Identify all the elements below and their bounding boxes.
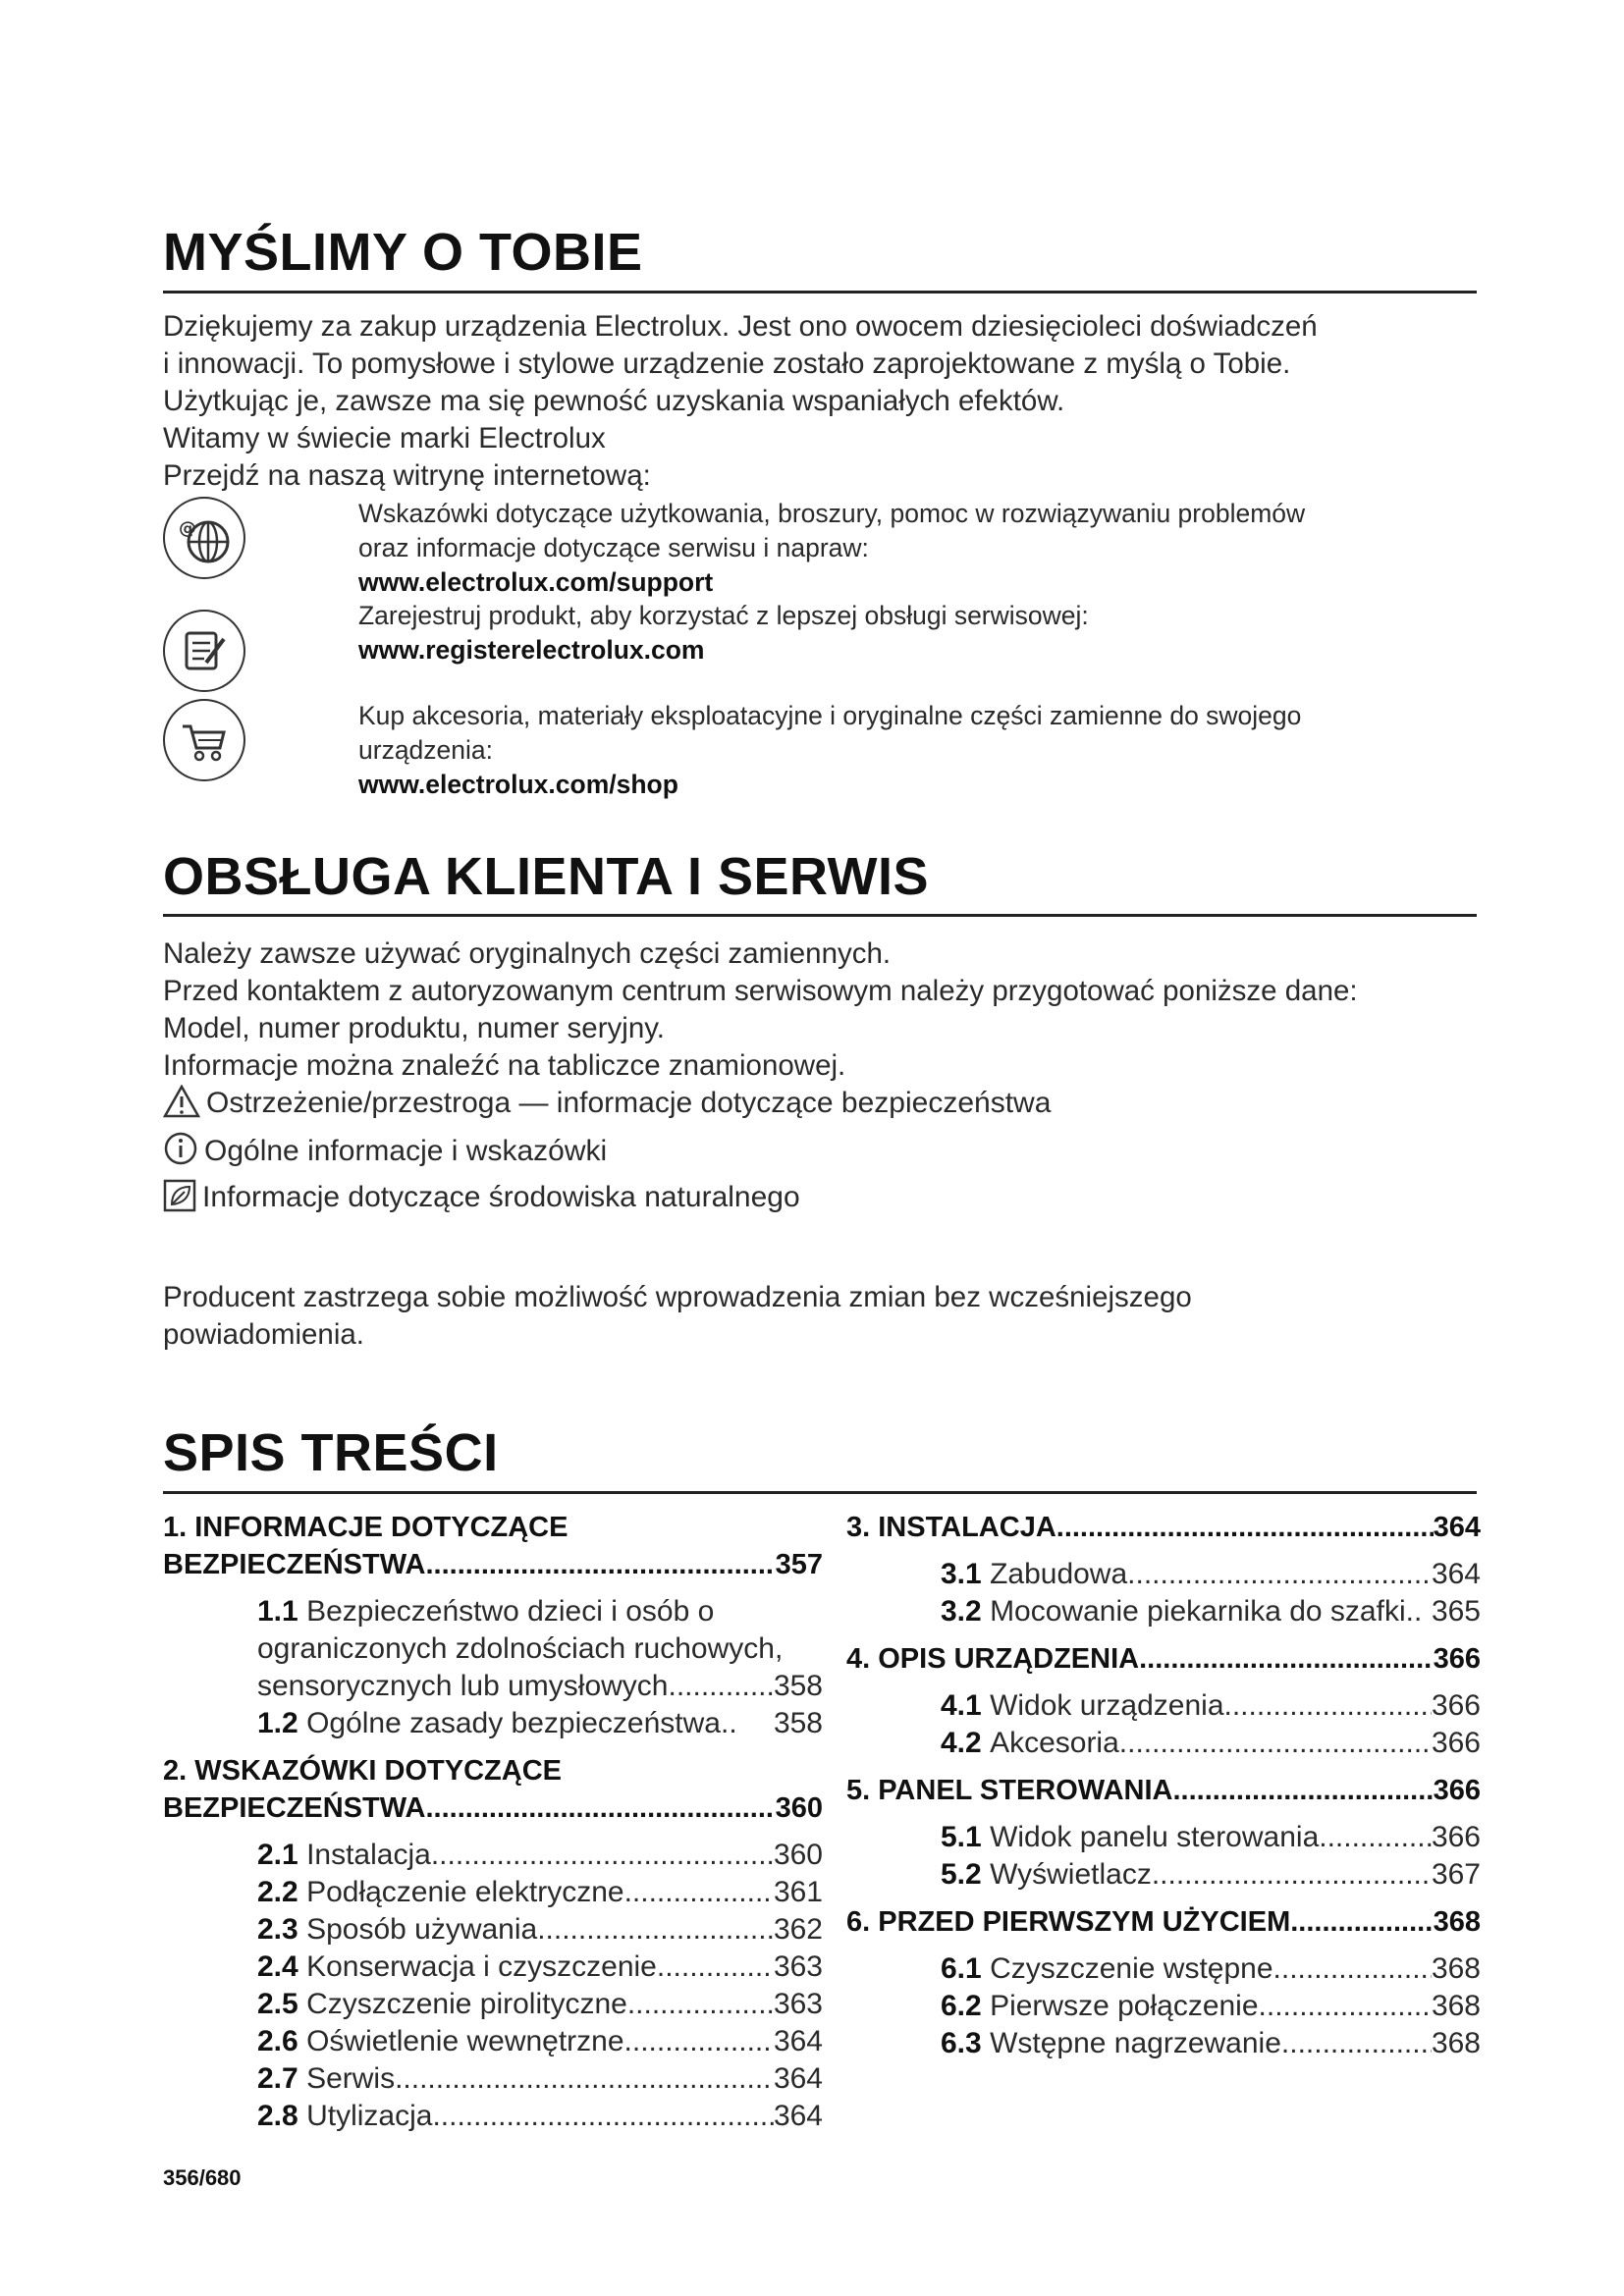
toc-chapter-1[interactable] [163,1509,823,1583]
intro-line: Użytkując je, zawsze ma się pewność uzyskania wspaniałych efektów. [163,385,1065,417]
legend-text: Ostrzeżenie/przestroga — informacje dotyczące bezpieczeństwa [206,1087,1052,1119]
web-item-text: urządzenia: [358,735,494,765]
toc-entry[interactable] [941,1593,1481,1630]
toc-entry-text: Podłączenie elektryczne [306,1876,624,1908]
toc-entry-number: 2.6 [257,2025,298,2057]
intro-line: i innowacji. To pomysłowe i stylowe urządzenie zostało zaprojektowane z myślą o Tobie. [163,347,1291,380]
toc-entry[interactable] [941,2025,1481,2062]
toc-chapter-5-subs [846,1819,1481,1894]
toc-leader [1224,1687,1432,1725]
toc-page-number: 366 [1433,1775,1481,1806]
toc-leader [1319,1819,1432,1856]
toc-entry[interactable] [941,1988,1481,2025]
toc-entry[interactable] [941,1687,1481,1725]
toc-entry-text: Bezpieczeństwo dzieci i osób o [306,1595,715,1628]
intro-line: Witamy w świecie marki Electrolux [163,422,606,454]
toc-entry[interactable] [257,1949,823,1986]
intro-line: Przejdź na naszą witrynę internetową: [163,459,651,492]
toc-leader [425,1789,775,1827]
toc-page-number: 364 [773,2062,823,2095]
toc-entry-number: 2.1 [257,1839,298,1871]
toc-leader [431,1837,774,1874]
toc-entry-number: 2.4 [257,1950,298,1983]
toc-chapter-title: BEZPIECZEŃSTWA [163,1549,426,1580]
section-rule [163,291,1477,294]
info-icon [163,1131,198,1166]
toc-page-number: 363 [773,1950,823,1983]
toc-leader [432,2098,774,2135]
toc-page-number: 368 [1431,2027,1481,2059]
toc-page-number: 368 [1431,1990,1481,2022]
toc-page-number: 366 [1431,1727,1481,1759]
toc-page-number: 363 [773,1988,823,2020]
toc-entry-number: 1.1 [257,1595,298,1628]
toc-entry-text: Oświetlenie wewnętrzne [306,2025,624,2057]
disclaimer-line: Producent zastrzega sobie możliwość wprowadzenia zmian bez wcześniejszego [163,1281,1192,1313]
toc-entry-text: Ogólne zasady bezpieczeństwa.. [306,1707,737,1739]
shop-link[interactable]: www.electrolux.com/shop [358,770,678,799]
web-item-support [358,497,1305,600]
toc-leader [1172,1772,1433,1809]
section-rule [163,1491,1477,1494]
toc-entry-number: 4.2 [941,1727,982,1759]
toc-entry[interactable] [257,2060,823,2098]
toc-leader [1281,2025,1432,2062]
page-number: 356/680 [163,2165,242,2190]
toc-entry-number: 2.8 [257,2100,298,2132]
toc-entry-number: 6.1 [941,1952,982,1985]
toc-entry-text: Sposób używania [306,1913,538,1946]
toc-entry-number: 2.3 [257,1913,298,1946]
disclaimer-paragraph [163,1279,1192,1354]
intro-line: Dziękujemy za zakup urządzenia Electrolux. Jest ono owocem dziesięcioleci doświadczeń [163,310,1318,343]
toc-chapter-4[interactable] [846,1640,1481,1678]
toc-entry-text: Utylizacja [306,2100,433,2132]
section-title-myslimy-o-tobie: MYŚLIMY O TOBIE [163,223,643,282]
service-line: Informacje można znaleźć na tabliczce znamionowej. [163,1049,846,1082]
toc-chapter-title: 1. INFORMACJE DOTYCZĄCE [163,1512,568,1543]
toc-entry-number: 3.1 [941,1558,982,1590]
toc-entry-text: Instalacja [306,1839,431,1871]
toc-entry-text: Czyszczenie wstępne [990,1952,1273,1985]
toc-entry[interactable] [257,1911,823,1949]
toc-entry-text: Zabudowa [990,1558,1128,1590]
toc-entry-text: Czyszczenie pirolityczne [306,1988,627,2020]
toc-page-number: 358 [773,1707,823,1739]
web-item-text: oraz informacje dotyczące serwisu i napraw: [358,533,869,562]
intro-paragraph [163,308,1318,495]
toc-entry-number: 4.1 [941,1689,982,1722]
toc-entry[interactable] [941,1556,1481,1593]
toc-leader [1152,1856,1432,1894]
toc-entry-text: Wyświetlacz [990,1858,1152,1891]
toc-entry-text: Widok urządzenia [990,1689,1224,1722]
toc-leader [624,1874,774,1911]
toc-page-number: 365 [1431,1595,1481,1628]
legend-warning [163,1084,1051,1123]
service-line: Model, numer produktu, numer seryjny. [163,1012,666,1044]
toc-entry-text: Akcesoria [990,1727,1119,1759]
legend-info [163,1131,607,1171]
toc-chapter-title: 5. PANEL STEROWANIA [846,1775,1173,1806]
toc-entry-number: 2.5 [257,1988,298,2020]
disclaimer-line: powiadomienia. [163,1318,364,1351]
toc-leader [657,1949,774,1986]
toc-entry[interactable] [257,1874,823,1911]
toc-entry-text: Wstępne nagrzewanie [990,2027,1281,2059]
toc-page-number: 366 [1433,1643,1481,1675]
legend-environment [163,1178,800,1217]
toc-chapter-row [163,1546,823,1583]
toc-leader [395,2060,774,2098]
support-link[interactable]: www.electrolux.com/support [358,567,714,597]
toc-chapter-row [163,1789,823,1827]
toc-chapter-1-subs [163,1593,823,1742]
toc-entry-text: sensorycznych lub umysłowych [257,1670,669,1702]
toc-chapter-3-subs [846,1556,1481,1630]
toc-entry-number: 5.1 [941,1821,982,1853]
legend-text: Informacje dotyczące środowiska naturalnego [202,1181,800,1213]
toc-page-number: 364 [773,2100,823,2132]
toc-page-number: 364 [1433,1512,1481,1543]
web-item-text: Kup akcesoria, materiały eksploatacyjne i oryginalne części zamienne do swojego [358,701,1302,730]
svg-text:@: @ [179,518,196,539]
toc-leader [669,1668,774,1705]
toc-chapter-title: 3. INSTALACJA [846,1512,1056,1543]
toc-entry-number: 3.2 [941,1595,982,1628]
toc-chapter-6-subs [846,1950,1481,2062]
toc-entry[interactable] [257,2098,823,2135]
toc-page-number: 357 [775,1549,823,1580]
toc-leader [1290,1903,1433,1941]
toc-chapter-6[interactable] [846,1903,1481,1941]
web-item-text: Zarejestruj produkt, aby korzystać z lepszej obsługi serwisowej: [358,601,1089,630]
toc-page-number: 366 [1431,1821,1481,1853]
toc-page-number: 368 [1433,1906,1481,1938]
toc-leader [1127,1556,1432,1593]
section-title-obsluga-klienta: OBSŁUGA KLIENTA I SERWIS [163,847,930,906]
toc-entry[interactable] [941,1950,1481,1988]
toc-leader [627,1986,774,2023]
register-link[interactable]: www.registerelectrolux.com [358,635,705,665]
service-paragraph [163,935,1358,1085]
web-item-shop [358,699,1301,802]
toc-chapter-5[interactable] [846,1772,1481,1809]
leaf-icon [163,1179,196,1212]
toc-entry-text: Mocowanie piekarnika do szafki.. [990,1595,1423,1628]
globe-icon [163,497,245,579]
toc-page-number: 364 [773,2025,823,2057]
toc-chapter-title: BEZPIECZEŃSTWA [163,1792,426,1824]
toc-page-number: 361 [773,1876,823,1908]
toc-entry-number: 5.2 [941,1858,982,1891]
toc-entry[interactable] [257,1986,823,2023]
toc-left-column [163,1509,823,2135]
toc-leader [1273,1950,1432,1988]
toc-entry-number: 6.2 [941,1990,982,2022]
toc-entry[interactable] [941,1819,1481,1856]
toc-chapter-2[interactable] [163,1752,823,1827]
toc-chapter-title: 6. PRZED PIERWSZYM UŻYCIEM [846,1906,1291,1938]
toc-leader [1259,1988,1432,2025]
toc-page-number: 366 [1431,1689,1481,1722]
toc-page-number: 360 [773,1839,823,1871]
toc-entry-text: ograniczonych zdolnościach ruchowych, [257,1632,784,1665]
toc-entry-number: 6.3 [941,2027,982,2059]
toc-chapter-title: 2. WSKAZÓWKI DOTYCZĄCE [163,1755,562,1787]
toc-right-column [846,1509,1481,2062]
toc-entry-text: Pierwsze połączenie [990,1990,1259,2022]
toc-entry[interactable] [257,1837,823,1874]
toc-entry-1-2[interactable] [257,1705,823,1742]
service-line: Należy zawsze używać oryginalnych części zamiennych. [163,937,892,970]
web-item-register [358,599,1089,667]
toc-leader [624,2023,774,2060]
toc-page-number: 358 [773,1670,823,1702]
web-item-text: Wskazówki dotyczące użytkowania, broszury, pomoc w rozwiązywaniu problemów [358,499,1306,528]
toc-entry-number: 1.2 [257,1707,298,1739]
toc-page-number: 362 [773,1913,823,1946]
toc-entry-number: 2.2 [257,1876,298,1908]
toc-entry[interactable] [257,2023,823,2060]
toc-chapter-4-subs [846,1687,1481,1762]
warning-icon [163,1085,200,1118]
toc-entry[interactable] [941,1725,1481,1762]
toc-leader [1139,1640,1434,1678]
toc-entry[interactable] [941,1856,1481,1894]
toc-page-number: 367 [1431,1858,1481,1891]
service-line: Przed kontaktem z autoryzowanym centrum serwisowym należy przygotować poniższe dane: [163,975,1358,1007]
section-title-spis-tresci: SPIS TREŚCI [163,1423,499,1482]
toc-page-number: 360 [775,1792,823,1824]
toc-entry-number: 2.7 [257,2062,298,2095]
toc-entry-1-1[interactable] [257,1593,823,1705]
toc-entry-text: Serwis [306,2062,396,2095]
legend-text: Ogólne informacje i wskazówki [204,1135,608,1167]
toc-entry-text: Konserwacja i czyszczenie [306,1950,657,1983]
toc-entry-text: Widok panelu sterowania [990,1821,1320,1853]
toc-page-number: 368 [1431,1952,1481,1985]
toc-leader [537,1911,774,1949]
section-rule [163,914,1477,917]
toc-leader [1056,1509,1434,1546]
toc-chapter-2-subs [163,1837,823,2135]
cart-icon [163,699,245,781]
toc-leader [425,1546,775,1583]
toc-page-number: 364 [1431,1558,1481,1590]
toc-chapter-3[interactable] [846,1509,1481,1546]
toc-leader [1119,1725,1432,1762]
register-icon [163,610,245,692]
toc-chapter-title: 4. OPIS URZĄDZENIA [846,1643,1140,1675]
